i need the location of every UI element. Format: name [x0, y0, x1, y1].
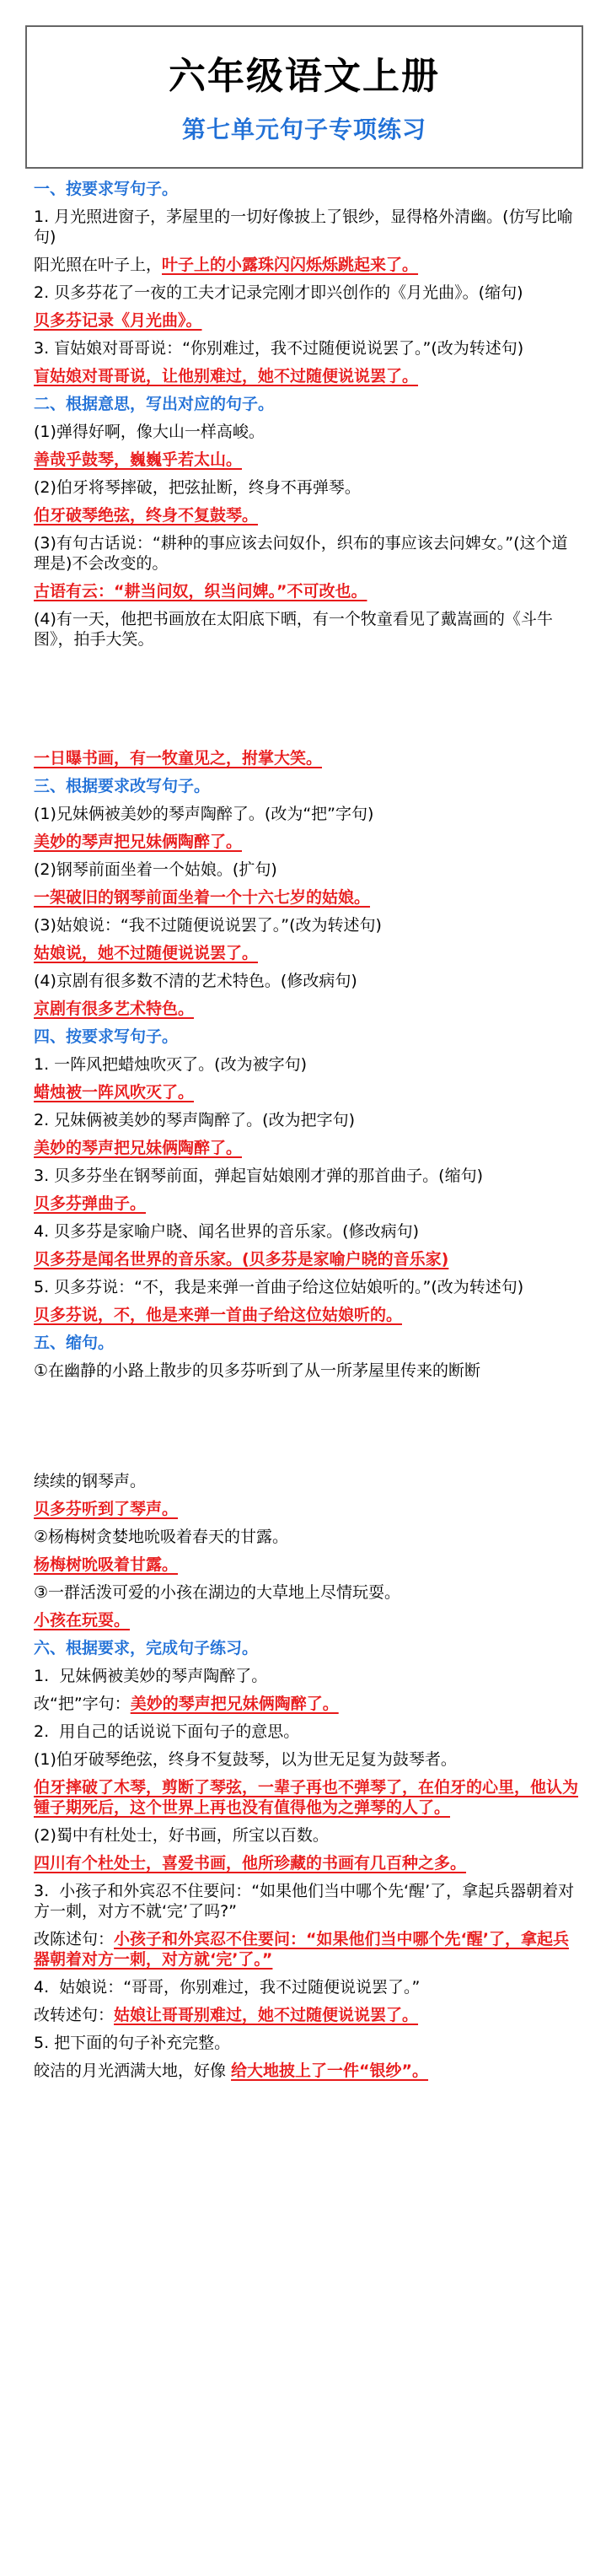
- answer-line: [34, 255, 582, 275]
- question-text: 1. 月光照进窗子，茅屋里的一切好像披上了银纱，显得格外清幽。(仿写比喻句): [34, 207, 573, 246]
- section-heading: 二、根据意思，写出对应的句子。: [34, 395, 275, 413]
- answer-text: 给大地披上了一件“银纱”。: [231, 2061, 429, 2080]
- answer-text: 四川有个杜处士，喜爱书画，他所珍藏的书画有几百种之多。: [34, 1854, 467, 1873]
- answer-text: 姑娘让哥哥别难过，她不过随便说说罢了。: [114, 2006, 419, 2024]
- question-text: 3. 盲姑娘对哥哥说：“你别难过，我不过随便说说罢了。”(改为转述句): [34, 339, 524, 358]
- question-text: 1. 一阵风把蜡烛吹灭了。(改为被字句): [34, 1055, 307, 1074]
- answer-text: 贝多芬是闻名世界的音乐家。(贝多芬是家喻户晓的音乐家): [34, 1250, 449, 1269]
- answer-text: 一日曝书画，有一牧童见之，拊掌大笑。: [34, 749, 323, 768]
- answer-text: 姑娘说，她不过随便说说罢了。: [34, 944, 259, 962]
- question-text: 2. 兄妹俩被美妙的琴声陶醉了。(改为把字句): [34, 1111, 355, 1129]
- question-text: 3. 小孩子和外宾忍不住要问：“如果他们当中哪个先‘醒’了，拿起兵器朝着对方一刺，对方不就‘完’了吗?”: [34, 1882, 575, 1921]
- question-text: (2)蜀中有杜处士，好书画，所宝以百数。: [34, 1826, 329, 1845]
- question-text: 续续的钢琴声。: [34, 1472, 147, 1490]
- question-text: 1. 兄妹俩被美妙的琴声陶醉了。: [34, 1667, 268, 1685]
- answer-text: 伯牙摔破了木琴，剪断了琴弦，一辈子再也不弹琴了，在伯牙的心里，他认为锺子期死后，这个世界上再也没有值得他为之弹琴的人了。: [34, 1778, 579, 1817]
- answer-prefix: 阳光照在叶子上，: [34, 256, 163, 274]
- page-subtitle: 第七单元句子专项练习: [181, 116, 426, 143]
- answer-text: 古语有云：“耕当问奴，织当问婢。”不可改也。: [34, 582, 367, 601]
- question-text: ①在幽静的小路上散步的贝多芬听到了从一所茅屋里传来的断断: [34, 1361, 481, 1380]
- answer-line: [34, 2005, 582, 2025]
- answer-text: 美妙的琴声把兄妹俩陶醉了。: [34, 833, 243, 851]
- answer-prefix: 皎洁的月光洒满大地，好像: [34, 2061, 232, 2080]
- answer-line: [34, 2061, 582, 2081]
- question-text: (4)有一天，他把书画放在太阳底下晒，有一个牧童看见了戴嵩画的《斗牛图》，拍手大笑。: [34, 610, 553, 649]
- answer-line: [34, 1929, 582, 1970]
- answer-text: 伯牙破琴绝弦，终身不复鼓琴。: [34, 506, 259, 525]
- answer-text: 蜡烛被一阵风吹灭了。: [34, 1083, 195, 1102]
- blank-space: [34, 1388, 582, 1463]
- question-text: 4. 姑娘说：“哥哥，你别难过，我不过随便说说罢了。”: [34, 1978, 421, 1997]
- answer-text: 善哉乎鼓琴，巍巍乎若太山。: [34, 450, 243, 469]
- question-text: 4. 贝多芬是家喻户晓、闻名世界的音乐家。(修改病句): [34, 1222, 419, 1241]
- section-heading: 一、按要求写句子。: [34, 180, 179, 198]
- answer-prefix: 改“把”字句：: [34, 1695, 131, 1713]
- answer-text: 叶子上的小露珠闪闪烁烁跳起来了。: [162, 256, 419, 274]
- question-text: 2. 用自己的话说说下面句子的意思。: [34, 1722, 300, 1741]
- answer-text: 盲姑娘对哥哥说，让他别难过，她不过随便说说罢了。: [34, 367, 419, 385]
- page-title: 六年级语文上册: [169, 55, 440, 98]
- title-box: [25, 25, 583, 169]
- question-text: (2)钢琴前面坐着一个姑娘。(扩句): [34, 860, 277, 879]
- question-text: 3. 贝多芬坐在钢琴前面，弹起盲姑娘刚才弹的那首曲子。(缩句): [34, 1167, 483, 1185]
- answer-text: 贝多芬弹曲子。: [34, 1194, 147, 1213]
- section-heading: 四、按要求写句子。: [34, 1027, 179, 1046]
- answer-text: 美妙的琴声把兄妹俩陶醉了。: [130, 1695, 339, 1713]
- section-heading: 五、缩句。: [34, 1334, 115, 1352]
- answer-text: 小孩在玩耍。: [34, 1611, 131, 1630]
- question-text: (1)弹得好啊，像大山一样高峻。: [34, 423, 265, 441]
- question-text: (1)兄妹俩被美妙的琴声陶醉了。(改为“把”字句): [34, 805, 374, 823]
- question-text: (4)京剧有很多数不清的艺术特色。(修改病句): [34, 972, 357, 990]
- question-text: ②杨梅树贪婪地吮吸着春天的甘露。: [34, 1528, 289, 1546]
- answer-text: 一架破旧的钢琴前面坐着一个十六七岁的姑娘。: [34, 888, 371, 907]
- answer-text: 杨梅树吮吸着甘露。: [34, 1555, 179, 1574]
- answer-prefix: 改陈述句：: [34, 1930, 115, 1948]
- question-text: (3)有句古话说：“耕种的事应该去问奴仆，织布的事应该去问婢女。”(这个道理是)不会改变的。: [34, 534, 568, 573]
- question-text: (2)伯牙将琴摔破，把弦扯断，终身不再弹琴。: [34, 478, 361, 497]
- answer-text: 贝多芬听到了琴声。: [34, 1500, 179, 1518]
- answer-text: 美妙的琴声把兄妹俩陶醉了。: [34, 1139, 243, 1157]
- answer-text: 贝多芬说，不，他是来弹一首曲子给这位姑娘听的。: [34, 1306, 403, 1324]
- question-text: (3)姑娘说：“我不过随便说说罢了。”(改为转述句): [34, 916, 382, 935]
- question-text: 2. 贝多芬花了一夜的工夫才记录完刚才即兴创作的《月光曲》。(缩句): [34, 283, 523, 302]
- blank-space: [34, 656, 582, 741]
- section-heading: 六、根据要求，完成句子练习。: [34, 1639, 259, 1657]
- question-text: ③一群活泼可爱的小孩在湖边的大草地上尽情玩耍。: [34, 1583, 401, 1602]
- answer-text: 京剧有很多艺术特色。: [34, 1000, 195, 1018]
- answer-line: [34, 1694, 582, 1714]
- question-text: (1)伯牙破琴绝弦，终身不复鼓琴，以为世无足复为鼓琴者。: [34, 1750, 457, 1769]
- question-text: 5. 贝多芬说：“不，我是来弹一首曲子给这位姑娘听的。”(改为转述句): [34, 1278, 524, 1296]
- worksheet-content: [34, 171, 582, 2088]
- answer-text: 贝多芬记录《月光曲》。: [34, 311, 202, 330]
- section-heading: 三、根据要求改写句子。: [34, 777, 211, 795]
- question-text: 5. 把下面的句子补充完整。: [34, 2034, 231, 2052]
- answer-prefix: 改转述句：: [34, 2006, 115, 2024]
- answer-text: 小孩子和外宾忍不住要问：“如果他们当中哪个先‘醒’了，拿起兵器朝着对方一刺，对方就‘完’了。”: [34, 1930, 569, 1969]
